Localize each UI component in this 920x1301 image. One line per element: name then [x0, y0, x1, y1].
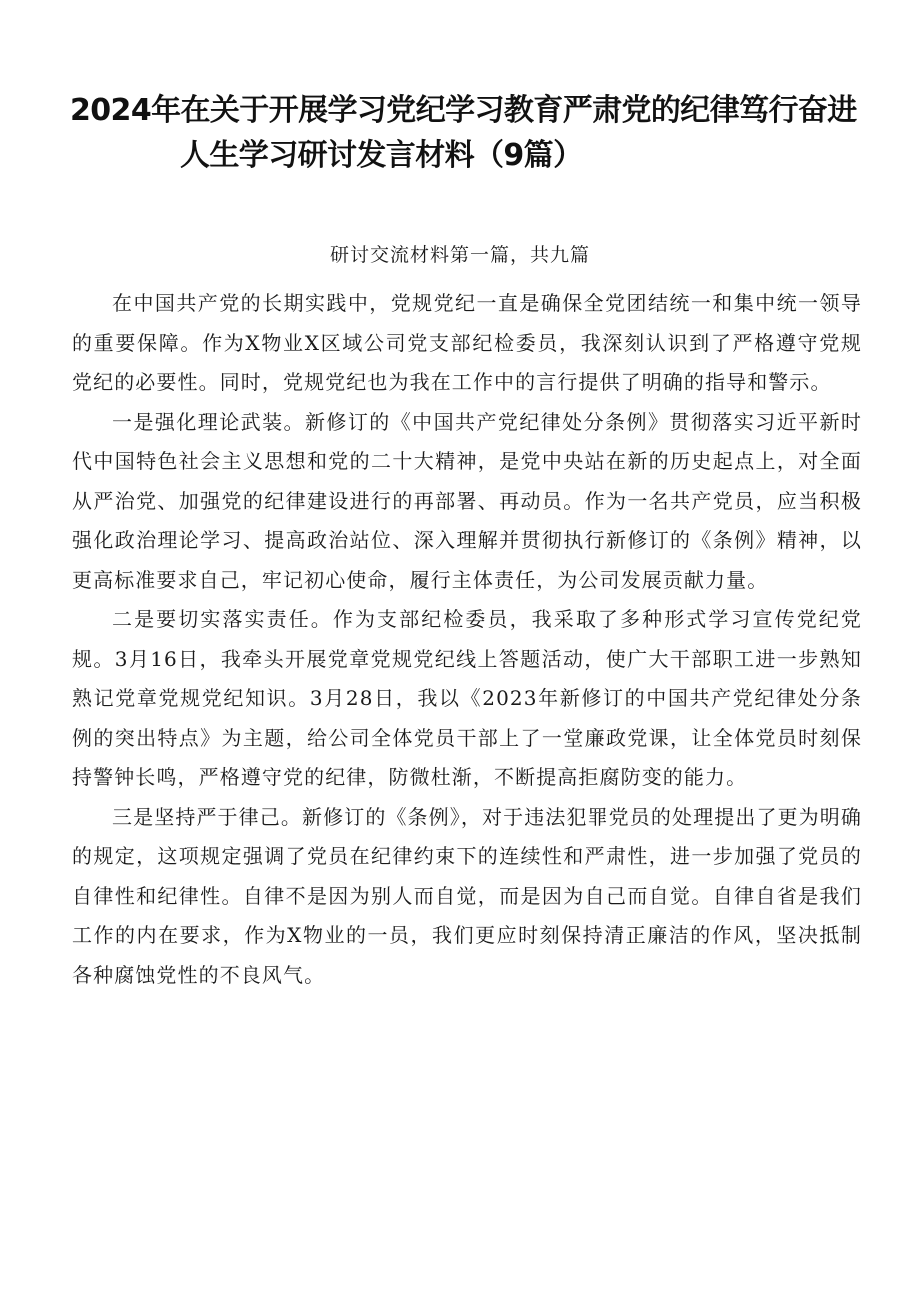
- paragraph-point-1: 一是强化理论武装。新修订的《中国共产党纪律处分条例》贯彻落实习近平新时代中国特色社会主义思想和党的二十大精神，是党中央站在新的历史起点上，对全面从严治党、加强党的纪律建设进行的再部署、再动员。作为一名共产党员，应当积极强化政治理论学习、提高政治站位、深入理解并贯彻执行新修订的《条例》精神，以更高标准要求自己，牢记初心使命，履行主体责任，为公司发展贡献力量。: [72, 409, 862, 592]
- document-title: [70, 88, 860, 178]
- paragraph-intro: 在中国共产党的长期实践中，党规党纪一直是确保全党团结统一和集中统一领导的重要保障。作为X物业X区域公司党支部纪检委员，我深刻认识到了严格遵守党规党纪的必要性。同时，党规党纪也为我在工作中的言行提供了明确的指导和警示。: [72, 291, 862, 394]
- document-body: [72, 284, 862, 995]
- title-line-2: 人生学习研讨发言材料（9篇）: [180, 138, 583, 173]
- paragraph-point-2: 二是要切实落实责任。作为支部纪检委员，我采取了多种形式学习宣传党纪党规。3月16日，我牵头开展党章党规党纪线上答题活动，使广大干部职工进一步熟知熟记党章党规党纪知识。3月28日，我以《2023年新修订的中国共产党纪律处分条例的突出特点》为主题，给公司全体党员干部上了一堂廉政党课，让全体党员时刻保持警钟长鸣，严格遵守党的纪律，防微杜渐，不断提高拒腐防变的能力。: [72, 607, 862, 789]
- title-line-1: 2024年在关于开展学习党纪学习教育严肃党的纪律笃行奋进: [70, 93, 857, 128]
- document-subtitle: 研讨交流材料第一篇，共九篇: [329, 244, 590, 266]
- paragraph-point-3: 三是坚持严于律己。新修订的《条例》，对于违法犯罪党员的处理提出了更为明确的规定，这项规定强调了党员在纪律约束下的连续性和严肃性，进一步加强了党员的自律性和纪律性。自律不是因为别人而自觉，而是因为自己而自觉。自律自省是我们工作的内在要求，作为X物业的一员，我们更应时刻保持清正廉洁的作风，坚决抵制各种腐蚀党性的不良风气。: [72, 804, 862, 987]
